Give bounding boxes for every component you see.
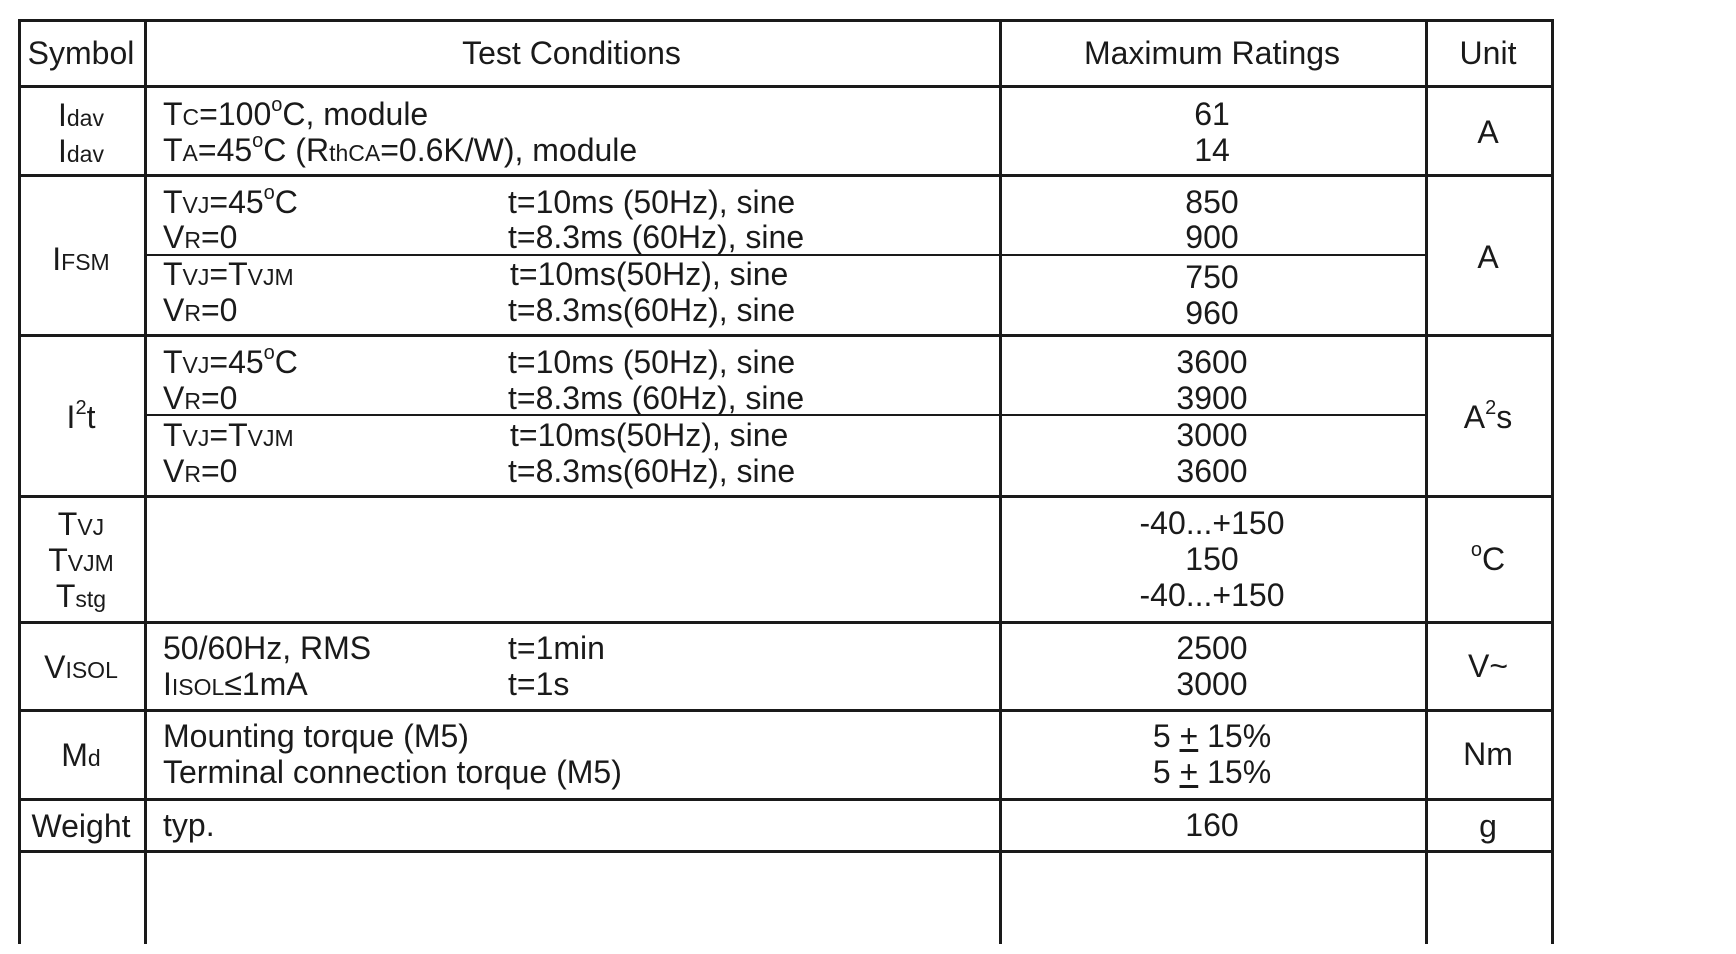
header-symbol: Symbol (27, 35, 135, 71)
symbol-visol: VISOL (44, 649, 118, 685)
symbol-idav: Idav (58, 133, 104, 169)
column-divider (144, 19, 147, 944)
unit-value: A (1477, 114, 1499, 150)
unit-value: V~ (1467, 648, 1509, 684)
rating-value: 2500 (1176, 630, 1248, 666)
symbol-tstg: Tstg (55, 578, 107, 614)
unit-value: g (1479, 808, 1497, 844)
condition-text: TVJ=TVJM (163, 256, 294, 292)
row-divider (18, 798, 1554, 801)
condition-text: $TVJ=45^oC$ (163, 182, 298, 220)
table-border-bottom (18, 850, 1554, 853)
condition-text: VR=0 (163, 453, 238, 489)
rating-value: 3900 (1176, 380, 1248, 416)
header-maximum-ratings: Maximum Ratings (1083, 35, 1341, 71)
condition-time: t=8.3ms (60Hz), sine (508, 380, 805, 416)
row-divider (18, 621, 1554, 624)
symbol-idav: Idav (58, 97, 104, 133)
symbol-ifsm: IFSM (52, 241, 110, 277)
row-divider (18, 709, 1554, 712)
header-test-conditions: Test Conditions (462, 35, 681, 71)
rating-value: 14 (1194, 132, 1230, 168)
condition-text: $TA=45^oC$ (RthCA=0.6K/W), module (163, 130, 638, 168)
symbol-weight: Weight (31, 808, 131, 844)
unit-value: $^o$C (1470, 539, 1506, 577)
condition-text: 50/60Hz, RMS (163, 630, 372, 666)
condition-text: IISOL≤1mA (163, 666, 308, 702)
rating-value: 960 (1185, 295, 1239, 331)
condition-time: t=8.3ms(60Hz), sine (508, 292, 796, 328)
condition-time: t=1s (508, 666, 570, 702)
condition-text: Mounting torque (M5) (163, 718, 469, 754)
condition-time: t=10ms (50Hz), sine (508, 184, 796, 220)
condition-time: t=8.3ms(60Hz), sine (508, 453, 796, 489)
rating-value: 3000 (1176, 417, 1248, 453)
condition-time: t=10ms(50Hz), sine (510, 256, 789, 292)
condition-text: $TVJ=45^oC$ (163, 342, 298, 380)
symbol-md: Md (61, 737, 101, 773)
unit-value: Nm (1463, 736, 1513, 772)
rating-value: 5 + 15% (1152, 718, 1272, 754)
rating-value: 61 (1194, 96, 1230, 132)
unit-value: A (1477, 239, 1499, 275)
condition-text: VR=0 (163, 380, 238, 416)
condition-time: t=8.3ms (60Hz), sine (508, 219, 805, 255)
row-divider (18, 334, 1554, 337)
condition-text: Terminal connection torque (M5) (163, 754, 622, 790)
rating-value: 900 (1185, 219, 1239, 255)
rating-value: 850 (1185, 184, 1239, 220)
condition-text: typ. (163, 807, 215, 843)
condition-text: TVJ=TVJM (163, 417, 294, 453)
rating-value: 150 (1185, 541, 1239, 577)
condition-text: VR=0 (163, 292, 238, 328)
condition-text: $TC=100^oC$, module (163, 94, 429, 132)
symbol-i2t: $I^2t$ (66, 397, 96, 435)
rating-value: 3600 (1176, 344, 1248, 380)
row-divider (18, 495, 1554, 498)
row-divider (18, 85, 1554, 88)
condition-time: t=1min (508, 630, 605, 666)
header-unit: Unit (1459, 35, 1517, 71)
condition-time: t=10ms(50Hz), sine (510, 417, 789, 453)
condition-time: t=10ms (50Hz), sine (508, 344, 796, 380)
rating-value: -40...+150 (1139, 505, 1285, 541)
table-border-top (18, 19, 1554, 22)
table-border-right (1551, 19, 1554, 944)
rating-value: 3000 (1176, 666, 1248, 702)
rating-value: 160 (1185, 807, 1239, 843)
rating-value: 5 + 15% (1152, 754, 1272, 790)
symbol-tvj: TVJ (57, 506, 105, 542)
rating-value: -40...+150 (1139, 577, 1285, 613)
condition-text: VR=0 (163, 219, 238, 255)
ratings-table (18, 19, 1724, 944)
rating-value: 3600 (1176, 453, 1248, 489)
symbol-tvjm: TVJM (48, 542, 114, 578)
rating-value: 750 (1185, 259, 1239, 295)
unit-value: $A^2s$ (1463, 397, 1513, 435)
